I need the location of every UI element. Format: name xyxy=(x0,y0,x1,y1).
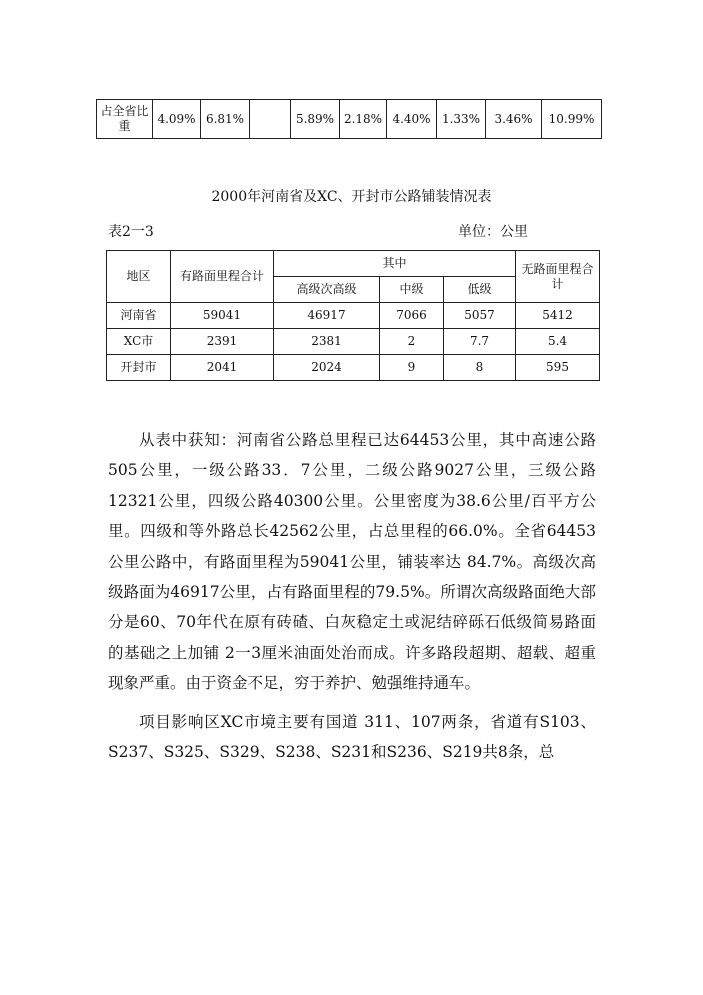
table-cell: 6.81% xyxy=(201,100,250,139)
cell-mid: 9 xyxy=(380,355,444,381)
table-row xyxy=(107,355,600,381)
cell-low: 8 xyxy=(444,355,516,381)
table-cell: 1.33% xyxy=(437,100,486,139)
unit-label: 单位：公里 xyxy=(458,224,528,240)
table-header-row xyxy=(107,251,600,277)
cell-unpaved: 595 xyxy=(516,355,600,381)
body-text xyxy=(108,425,596,767)
table-cell: 4.40% xyxy=(387,100,437,139)
paragraph: 从表中获知：河南省公路总里程已达64453公里，其中高速公路505公里，一级公路33．7公里，二级公路9027公里，三级公路12321公里，四级公路40300公里。公里密度为38.6公里/百平方公里。四级和等外路总长42562公里，占总里程的66.0%。全省64453公里公路中，有路面里程为59041公里，铺装率达 84.7%。高级次高级路面为46917公里，占有路面里程的79.5%。所谓次高级路面绝大部分是60、70年代在原有砖碴、白灰稳定土或泥结碎砾石低级简易路面的基础之上加铺 2一3厘米油面处治而成。许多路段超期、超载、超重现象严重。由于资金不足，穷于养护、勉强维持通车。 xyxy=(108,431,596,693)
table-cell: 5.89% xyxy=(291,100,340,139)
header-high: 高级次高级 xyxy=(274,277,380,303)
table-cell: 3.46% xyxy=(486,100,542,139)
cell-paved: 2391 xyxy=(171,329,274,355)
cell-unpaved: 5412 xyxy=(516,303,600,329)
cell-high: 46917 xyxy=(274,303,380,329)
cell-low: 7.7 xyxy=(444,329,516,355)
paragraph: 项目影响区XC市境主要有国道 311、107两条，省道有S103、S237、S325、S329、S238、S231和S236、S219共8条，总 xyxy=(108,712,596,762)
table-cell: 10.99% xyxy=(542,100,602,139)
cell-region: 开封市 xyxy=(107,355,171,381)
table-row xyxy=(107,329,600,355)
row-header: 占全省比重 xyxy=(97,100,153,139)
table-label: 表2一3 xyxy=(108,224,154,240)
cell-region: XC市 xyxy=(107,329,171,355)
table-cell: 2.18% xyxy=(340,100,387,139)
header-unpaved-total: 无路面里程合计 xyxy=(516,251,600,303)
cell-region: 河南省 xyxy=(107,303,171,329)
header-mid: 中级 xyxy=(380,277,444,303)
cell-high: 2381 xyxy=(274,329,380,355)
header-of-which: 其中 xyxy=(274,251,516,277)
table-row xyxy=(97,100,602,139)
cell-paved: 59041 xyxy=(171,303,274,329)
cell-mid: 7066 xyxy=(380,303,444,329)
cell-low: 5057 xyxy=(444,303,516,329)
table-cell: 4.09% xyxy=(153,100,201,139)
header-paved-total: 有路面里程合计 xyxy=(171,251,274,303)
table-row xyxy=(107,303,600,329)
proportion-table xyxy=(96,99,602,139)
header-low: 低级 xyxy=(444,277,516,303)
cell-unpaved: 5.4 xyxy=(516,329,600,355)
paving-table xyxy=(106,250,600,381)
header-region: 地区 xyxy=(107,251,171,303)
cell-paved: 2041 xyxy=(171,355,274,381)
cell-high: 2024 xyxy=(274,355,380,381)
cell-mid: 2 xyxy=(380,329,444,355)
table-cell xyxy=(250,100,291,139)
table-caption: 2000年河南省及XC、开封市公路铺装情况表 xyxy=(211,189,492,205)
